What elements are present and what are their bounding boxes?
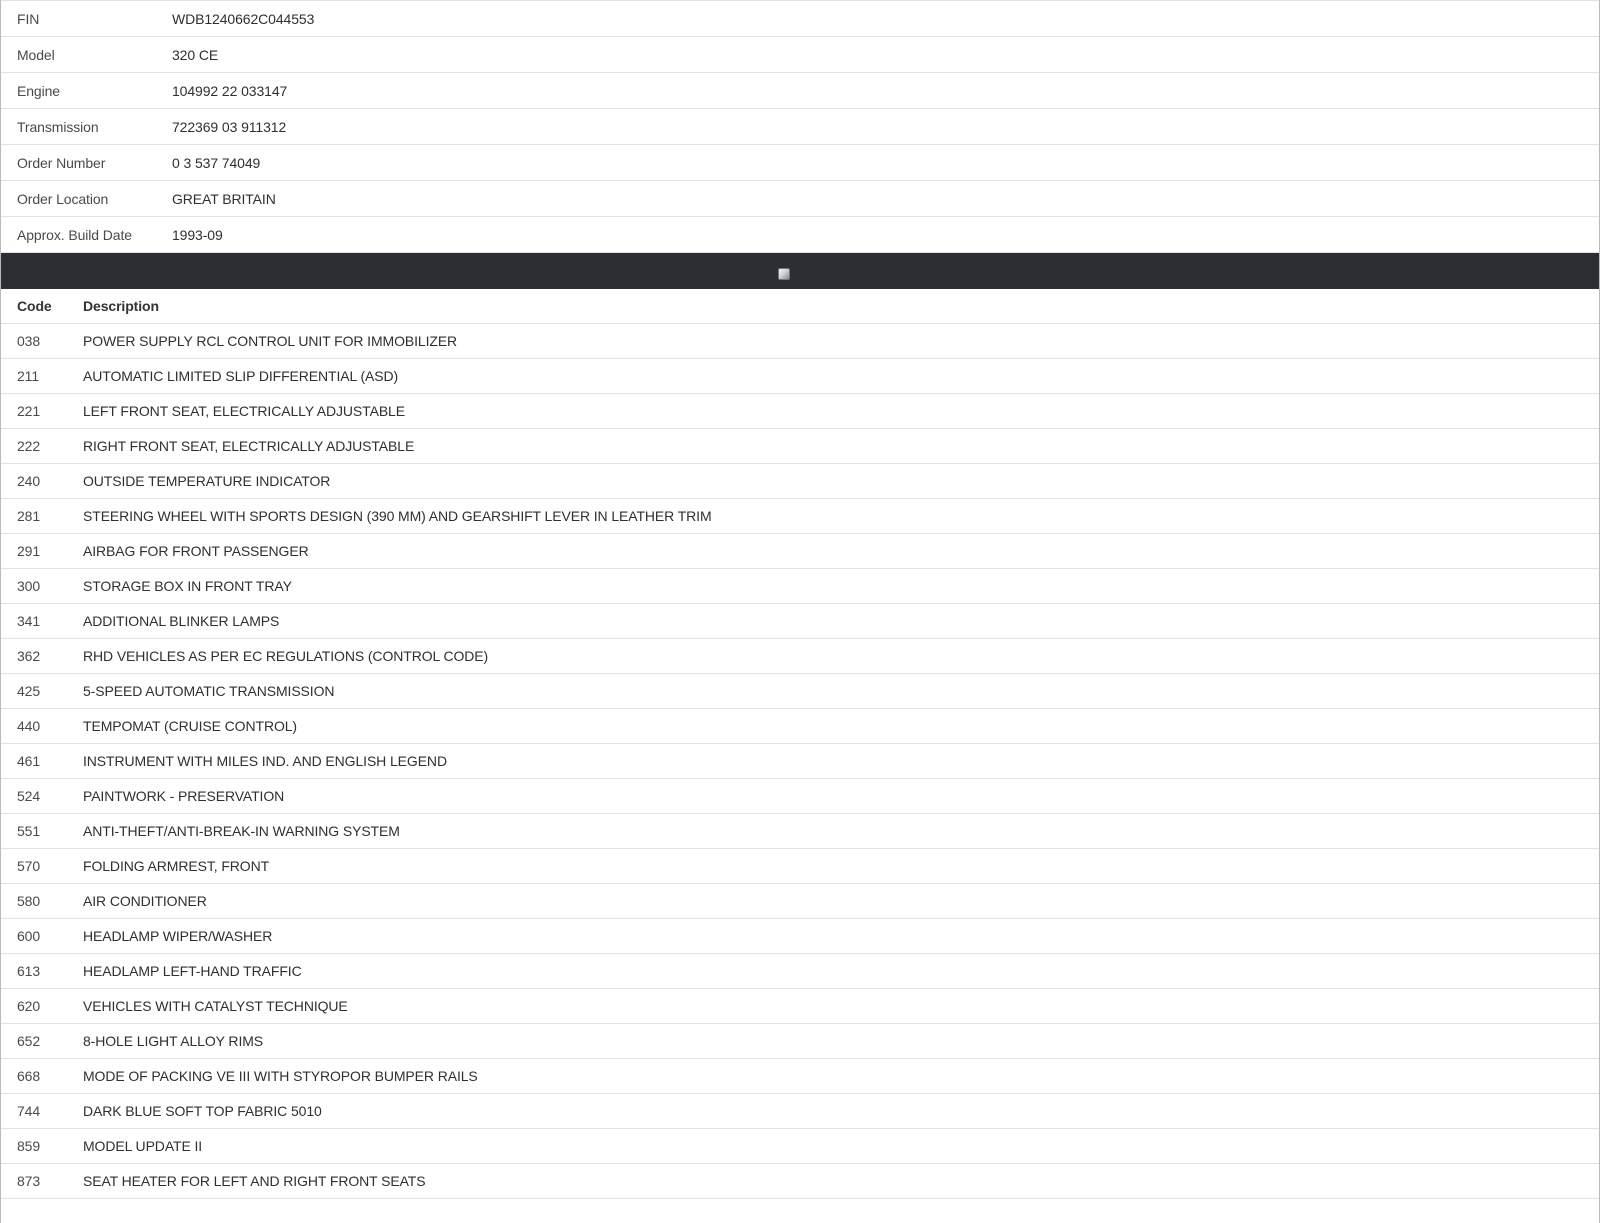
codes-table-body	[1, 324, 1599, 1199]
info-label: Model	[17, 46, 55, 63]
table-row	[1, 814, 1599, 849]
option-description: ADDITIONAL BLINKER LAMPS	[83, 613, 280, 629]
option-code: 551	[17, 823, 41, 839]
option-description: STEERING WHEEL WITH SPORTS DESIGN (390 MM) AND GEARSHIFT LEVER IN LEATHER TRIM	[83, 508, 712, 524]
info-label: Order Number	[17, 154, 106, 171]
table-row	[1, 709, 1599, 744]
option-description: TEMPOMAT (CRUISE CONTROL)	[83, 718, 297, 734]
table-row	[1, 464, 1599, 499]
description-column-header: Description	[83, 298, 159, 314]
table-row	[1, 429, 1599, 464]
option-code: 240	[17, 473, 41, 489]
table-row	[1, 1129, 1599, 1164]
option-description: HEADLAMP WIPER/WASHER	[83, 928, 273, 944]
table-row	[1, 954, 1599, 989]
option-description: 5-SPEED AUTOMATIC TRANSMISSION	[83, 683, 335, 699]
option-description: DARK BLUE SOFT TOP FABRIC 5010	[83, 1103, 322, 1119]
info-label: Transmission	[17, 118, 99, 135]
option-description: STORAGE BOX IN FRONT TRAY	[83, 578, 292, 594]
option-description: INSTRUMENT WITH MILES IND. AND ENGLISH LEGEND	[83, 753, 447, 769]
option-code: 873	[17, 1173, 41, 1189]
table-row	[1, 779, 1599, 814]
table-row	[1, 919, 1599, 954]
option-description: AUTOMATIC LIMITED SLIP DIFFERENTIAL (ASD)	[83, 368, 399, 384]
option-code: 652	[17, 1033, 41, 1049]
option-code: 580	[17, 893, 41, 909]
info-row	[1, 37, 1599, 73]
option-code: 668	[17, 1068, 41, 1084]
info-row	[1, 145, 1599, 181]
table-row	[1, 1164, 1599, 1199]
info-row	[1, 73, 1599, 109]
option-code: 038	[17, 333, 41, 349]
table-row	[1, 744, 1599, 779]
info-value: 0 3 537 74049	[172, 154, 261, 171]
option-code: 281	[17, 508, 41, 524]
option-description: SEAT HEATER FOR LEFT AND RIGHT FRONT SEATS	[83, 1173, 426, 1189]
info-row	[1, 217, 1599, 253]
broken-image-icon	[779, 269, 789, 279]
option-code: 744	[17, 1103, 41, 1119]
info-value: 722369 03 911312	[172, 118, 287, 135]
table-row	[1, 324, 1599, 359]
info-value: WDB1240662C044553	[172, 10, 315, 27]
table-row	[1, 989, 1599, 1024]
table-row	[1, 604, 1599, 639]
table-row	[1, 499, 1599, 534]
table-row	[1, 639, 1599, 674]
option-description: VEHICLES WITH CATALYST TECHNIQUE	[83, 998, 348, 1014]
option-description: 8-HOLE LIGHT ALLOY RIMS	[83, 1033, 264, 1049]
option-description: AIRBAG FOR FRONT PASSENGER	[83, 543, 309, 559]
info-value: GREAT BRITAIN	[172, 190, 276, 207]
table-row	[1, 1024, 1599, 1059]
table-row	[1, 569, 1599, 604]
info-row	[1, 109, 1599, 145]
table-row	[1, 534, 1599, 569]
option-code: 440	[17, 718, 41, 734]
option-code: 221	[17, 403, 41, 419]
option-code: 859	[17, 1138, 41, 1154]
info-label: Engine	[17, 82, 60, 99]
option-code: 524	[17, 788, 41, 804]
option-description: FOLDING ARMREST, FRONT	[83, 858, 270, 874]
option-code: 620	[17, 998, 41, 1014]
info-label: Approx. Build Date	[17, 226, 132, 243]
info-value: 104992 22 033147	[172, 82, 288, 99]
table-row	[1, 884, 1599, 919]
option-codes-table	[1, 289, 1599, 1199]
option-code: 291	[17, 543, 41, 559]
option-description: MODE OF PACKING VE III WITH STYROPOR BUMPER RAILS	[83, 1068, 478, 1084]
option-description: MODEL UPDATE II	[83, 1138, 203, 1154]
option-code: 300	[17, 578, 41, 594]
option-code: 570	[17, 858, 41, 874]
option-description: RHD VEHICLES AS PER EC REGULATIONS (CONTROL CODE)	[83, 648, 489, 664]
option-code: 461	[17, 753, 41, 769]
option-code: 425	[17, 683, 41, 699]
table-row	[1, 359, 1599, 394]
option-code: 613	[17, 963, 41, 979]
info-label: Order Location	[17, 190, 109, 207]
table-row	[1, 1059, 1599, 1094]
table-row	[1, 849, 1599, 884]
table-row	[1, 394, 1599, 429]
codes-table-header-row	[1, 289, 1599, 324]
option-code: 600	[17, 928, 41, 944]
info-row	[1, 181, 1599, 217]
option-description: LEFT FRONT SEAT, ELECTRICALLY ADJUSTABLE	[83, 403, 405, 419]
option-description: RIGHT FRONT SEAT, ELECTRICALLY ADJUSTABLE	[83, 438, 415, 454]
table-row	[1, 1094, 1599, 1129]
option-description: POWER SUPPLY RCL CONTROL UNIT FOR IMMOBILIZER	[83, 333, 458, 349]
code-column-header: Code	[17, 298, 52, 314]
option-description: PAINTWORK - PRESERVATION	[83, 788, 285, 804]
table-row	[1, 674, 1599, 709]
vehicle-info-table	[1, 0, 1599, 253]
info-value: 1993-09	[172, 226, 223, 243]
option-code: 222	[17, 438, 41, 454]
option-description: HEADLAMP LEFT-HAND TRAFFIC	[83, 963, 302, 979]
section-divider-bar	[1, 253, 1599, 289]
info-value: 320 CE	[172, 46, 219, 63]
option-code: 211	[17, 368, 40, 384]
option-description: AIR CONDITIONER	[83, 893, 207, 909]
info-row	[1, 1, 1599, 37]
option-description: OUTSIDE TEMPERATURE INDICATOR	[83, 473, 331, 489]
option-code: 341	[17, 613, 41, 629]
info-label: FIN	[17, 10, 40, 27]
option-description: ANTI-THEFT/ANTI-BREAK-IN WARNING SYSTEM	[83, 823, 400, 839]
option-code: 362	[17, 648, 41, 664]
